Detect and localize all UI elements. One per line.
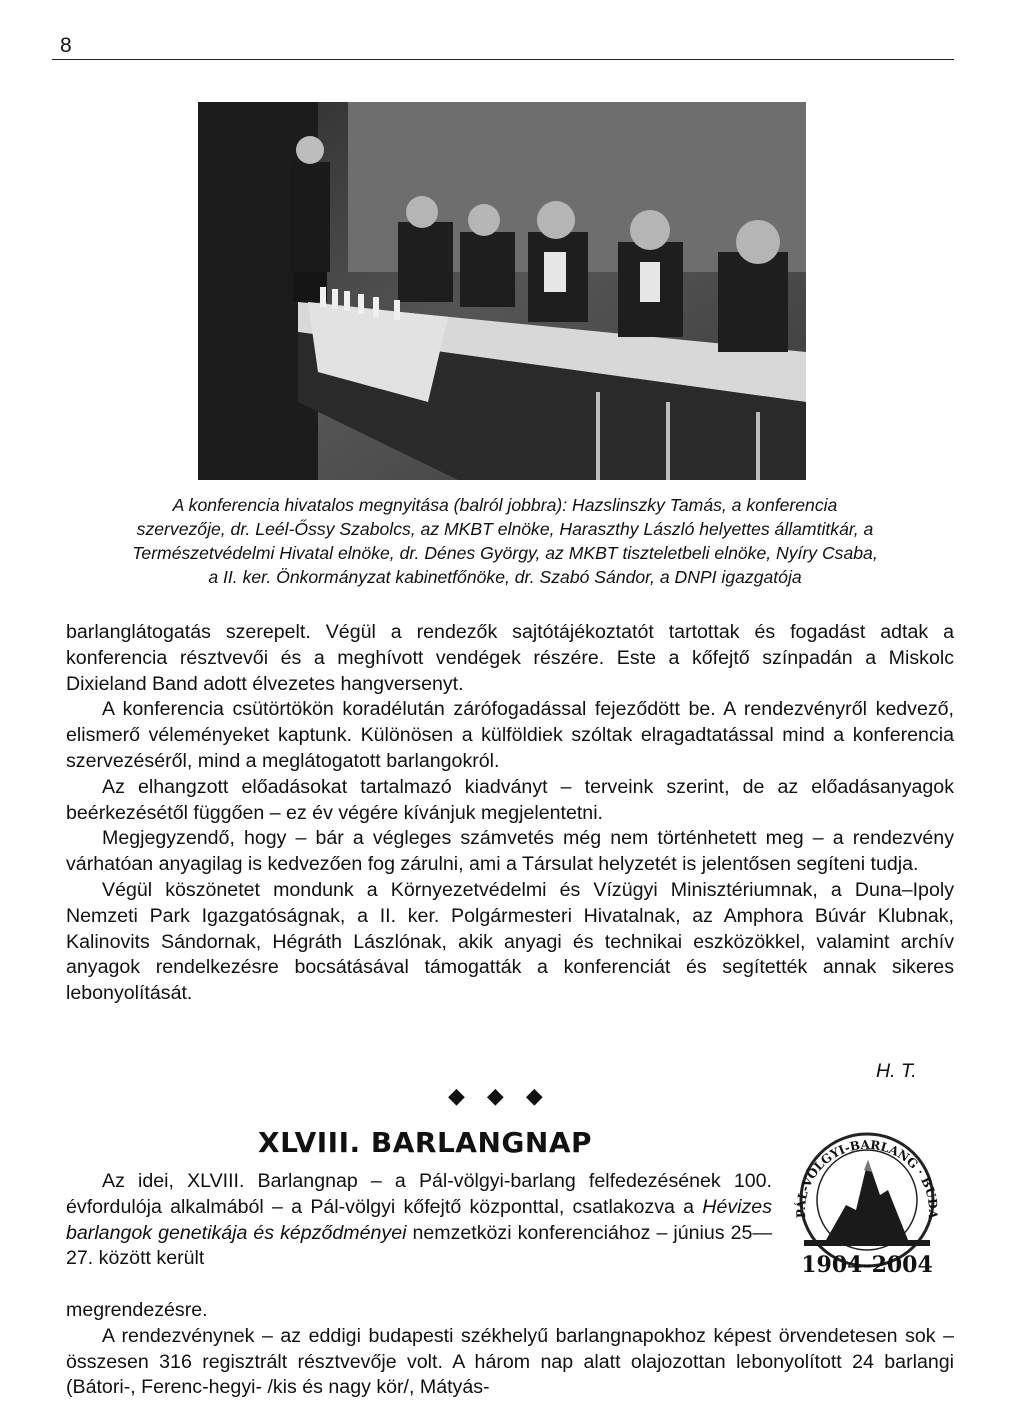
- intro-text: Az idei, XLVIII. Barlangnap – a Pál-völgyi-barlang felfedezésének 100. évfordulója alkalmából – a Pál-völgyi kőfejtő központtal, csatlakozva a: [66, 1170, 772, 1218]
- intro-conference-title: Hévizes barlangok genetikája és képződményei: [66, 1195, 772, 1244]
- author-signature: H. T.: [876, 1060, 917, 1082]
- section-intro: [66, 1169, 772, 1272]
- article-body: [66, 620, 954, 1007]
- barlang-logo: [776, 1110, 956, 1280]
- caption-line: Természetvédelmi Hivatal elnöke, dr. Dénes György, az MKBT tiszteletbeli elnöke, Nyíry Csaba,: [132, 543, 878, 563]
- conference-opening-photo: [198, 102, 806, 480]
- article-paragraph: barlanglátogatás szerepelt. Végül a rendezők sajtótájékoztatót tartottak és fogadást adtak a konferencia résztvevői és a meghívott vendégek részére. Este a kőfejtő színpadán a Miskolc Dixieland Band adott élvezetes hangversenyt.: [66, 621, 954, 695]
- section-paragraph: A rendezvénynek – az eddigi budapesti székhelyű barlangnapokhoz képest örvendetesen sok – összesen 316 regisztrált résztvevője volt. A három nap alatt olajozottan lebonyolított 24 barlangi (Bátori-, Ferenc-hegyi- /kis és nagy kör/, Mátyás-: [66, 1324, 954, 1399]
- header-rule: [52, 59, 954, 60]
- section-paragraph: megrendezésre.: [66, 1299, 208, 1321]
- photo-caption: [60, 493, 950, 589]
- caption-line: szervezője, dr. Leél-Őssy Szabolcs, az MKBT elnöke, Haraszthy László helyettes államtitkár, a: [136, 519, 874, 539]
- article-paragraph: Az elhangzott előadásokat tartalmazó kiadványt – terveink szerint, de az előadásanyagok beérkezésétől függően – ez év végére kívánjuk megjelentetni.: [66, 775, 954, 824]
- article-paragraph: Megjegyzendő, hogy – bár a végleges számvetés még nem történhetett meg – a rendezvény várhatóan anyagilag is kedvezően fog zárulni, ami a Társulat helyzetét is jelentősen segíteni tudja.: [66, 827, 954, 876]
- article-paragraph: A konferencia csütörtökön koradélután zárófogadással fejeződött be. A rendezvényről kedvező, elismerő véleményeket kaptunk. Különösen a külföldiek szóltak elragadtatással mind a konferencia szervezéséről, mind a meglátogatott barlangokról.: [66, 698, 954, 772]
- caption-line: A konferencia hivatalos megnyitása (balról jobbra): Hazslinszky Tamás, a konferencia: [172, 495, 838, 515]
- section-title: XLVIII. BARLANGNAP: [258, 1126, 593, 1159]
- logo-ring-text: PÁL-VÖLGYI-BARLANG · BUDA: [793, 1137, 941, 1220]
- section-body: [66, 1298, 954, 1401]
- article-paragraph: Végül köszönetet mondunk a Környezetvédelmi és Vízügyi Minisztériumnak, a Duna–Ipoly Nemzeti Park Igazgatóságnak, a II. ker. Polgármesteri Hivatalnak, az Amphora Búvár Klubnak, Kalinovits Sándornak, Hégráth Lászlónak, akik anyagi és technikai eszközökkel, valamint archív anyagok rendelkezésre bocsátásával támogatták a konferenciát és segítették annak sikeres lebonyolítását.: [66, 878, 954, 1005]
- caption-line: a II. ker. Önkormányzat kabinetfőnöke, dr. Szabó Sándor, a DNPI igazgatója: [208, 567, 802, 587]
- section-separator: ◆◆◆: [448, 1083, 565, 1108]
- intro-text: nemzetközi konferenciához – június 25—27. között került: [66, 1221, 772, 1270]
- section-intro-paragraph: [66, 1169, 772, 1272]
- page-number: 8: [60, 34, 72, 57]
- logo-years: 1904-2004: [801, 1252, 933, 1278]
